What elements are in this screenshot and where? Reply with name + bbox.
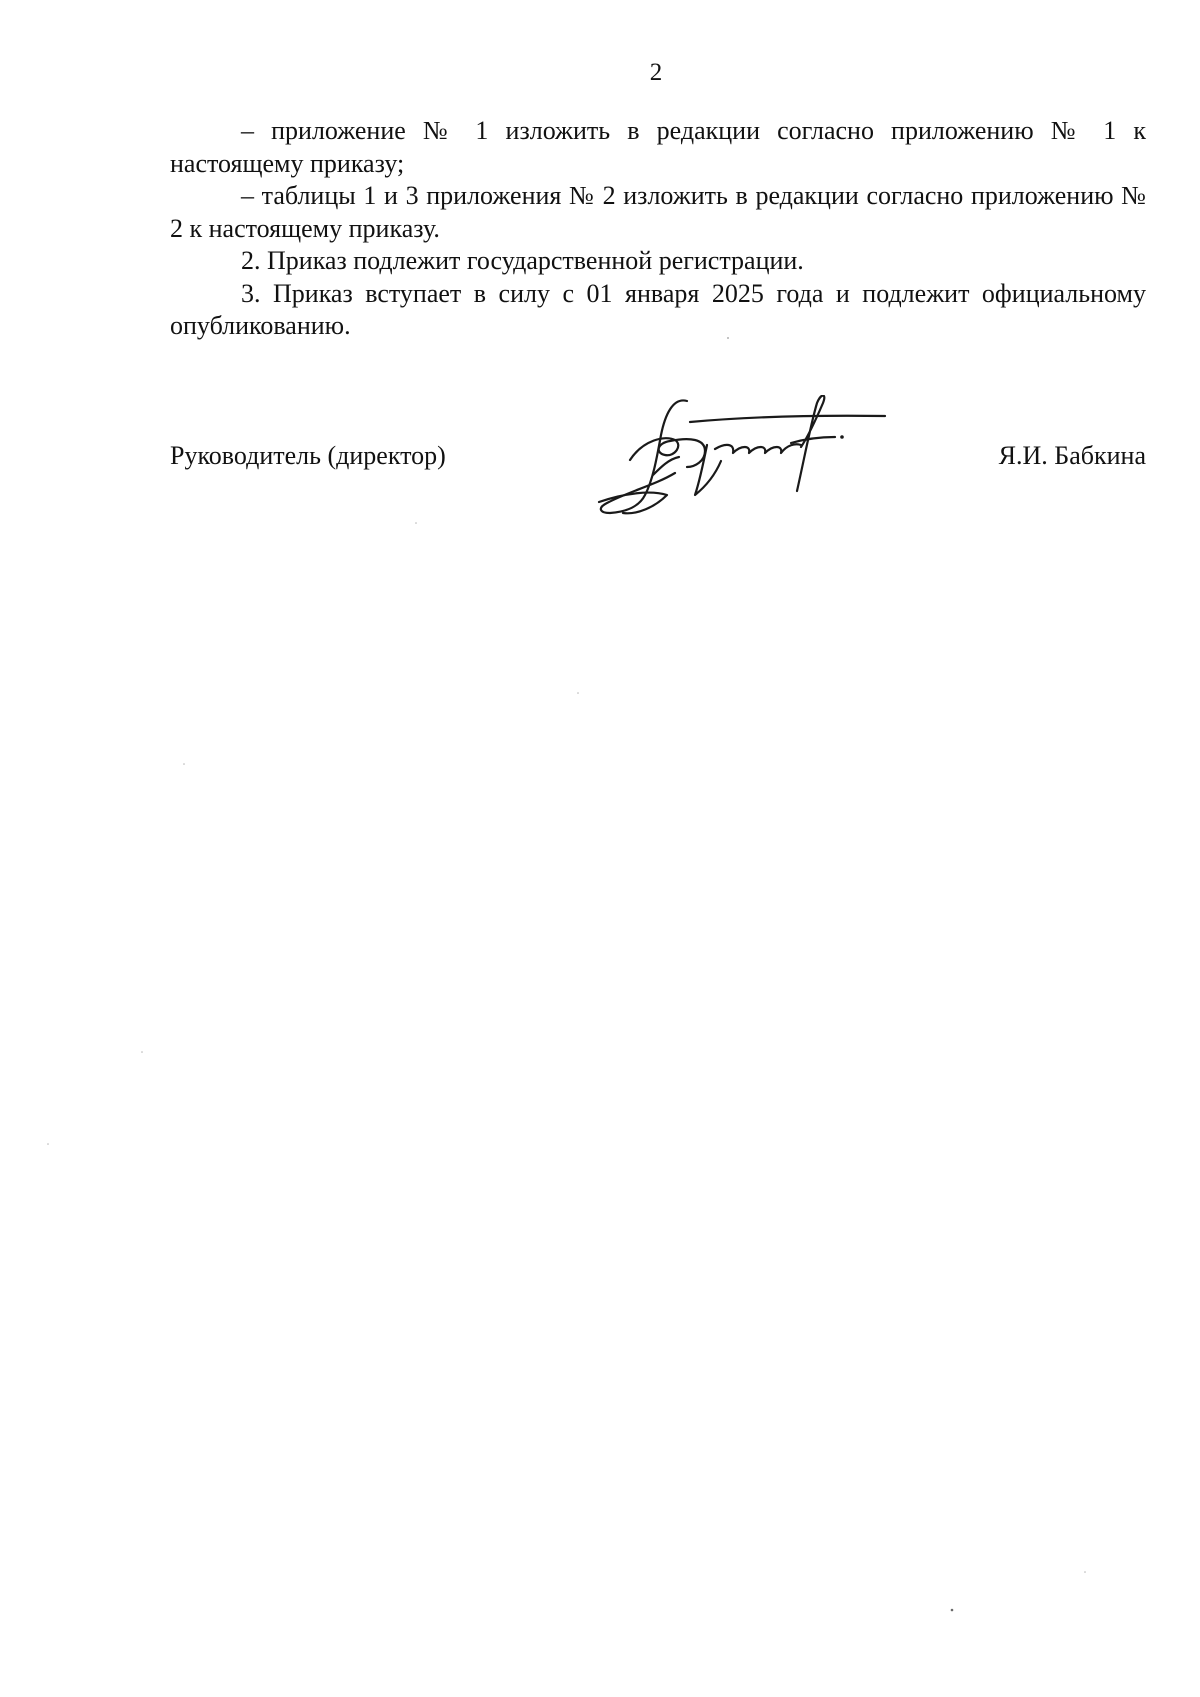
paragraph-appendix-2-tables: – таблицы 1 и 3 приложения № 2 изложить в редакции согласно приложению № 2 к настоящему приказу. <box>170 181 1146 243</box>
signer-position: Руководитель (директор) <box>170 441 446 470</box>
document-body <box>170 115 1146 343</box>
signer-name: Я.И. Бабкина <box>998 441 1146 470</box>
paragraph-effective-date: 3. Приказ вступает в силу с 01 января 2025 года и подлежит официальному опубликованию. <box>170 278 1146 340</box>
paragraph-appendix-1: – приложение № 1 изложить в редакции согласно приложению № 1 к настоящему приказу; <box>170 116 1146 178</box>
page-number: 2 <box>649 59 663 86</box>
paragraph-registration: 2. Приказ подлежит государственной регистрации. <box>241 246 804 275</box>
handwritten-signature-icon <box>595 395 895 525</box>
